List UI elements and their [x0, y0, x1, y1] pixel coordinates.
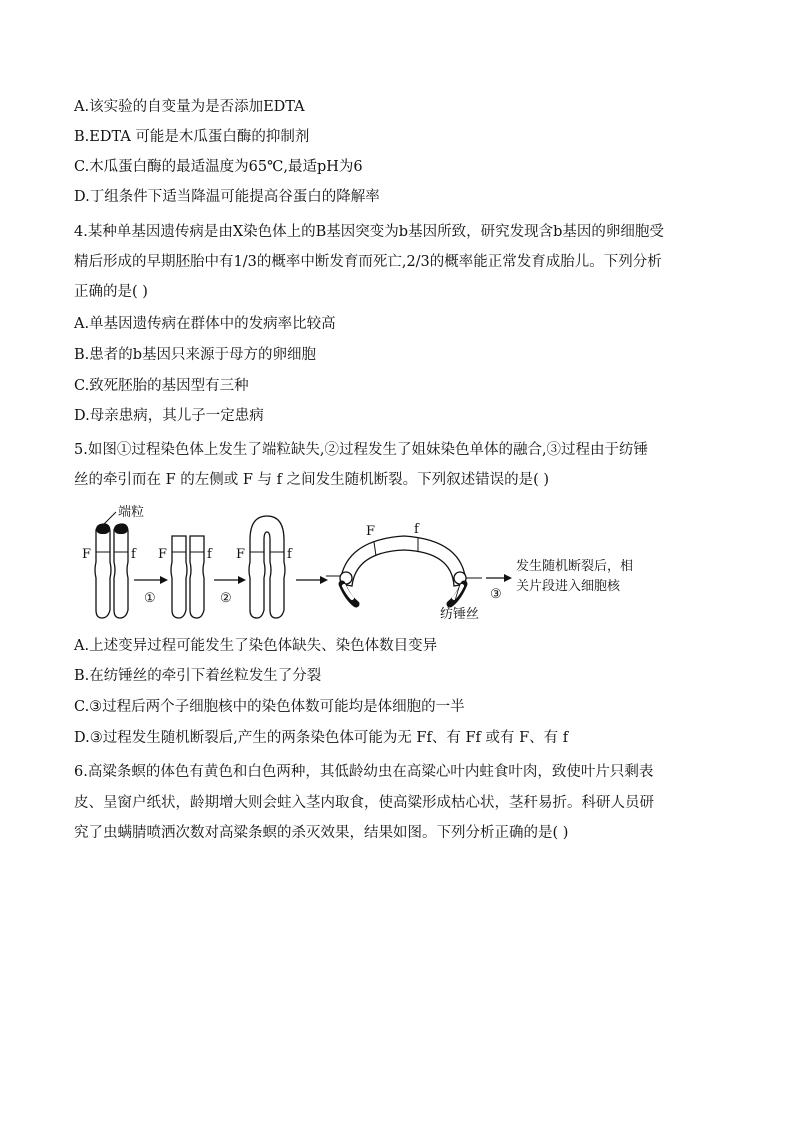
spindle-label: 纺锤丝 [440, 607, 480, 622]
step-3-label: ③ [490, 587, 502, 602]
chromosome-2 [158, 536, 213, 618]
option-5d: D.③过程发生随机断裂后,产生的两条染色体可能为无 Ff、有 Ff 或有 F、有 f [74, 730, 569, 746]
label-f-2: f [207, 547, 212, 562]
option-5a: A.上述变异过程可能发生了染色体缺失、染色体数目变异 [74, 638, 438, 654]
chromosome-diagram [74, 500, 654, 630]
option-3d: D.丁组条件下适当降温可能提高谷蛋白的降解率 [74, 189, 380, 205]
option-3c: C.木瓜蛋白酶的最适温度为65℃,最适pH为6 [74, 159, 363, 175]
question-4-line-2: 精后形成的早期胚胎中有1/3的概率中断发育而死亡,2/3的概率能正常发育成胎儿。下列分析 [74, 254, 662, 270]
option-5c: C.③过程后两个子细胞核中的染色体数可能均是体细胞的一半 [74, 699, 465, 715]
question-4-line-3: 正确的是( ) [74, 284, 148, 300]
label-f-3: f [287, 547, 292, 562]
question-5-line-1: 5.如图①过程染色体上发生了端粒缺失,②过程发生了姐妹染色单体的融合,③过程由于纺锤 [74, 442, 649, 458]
question-5-line-2: 丝的牵引而在 F 的左侧或 F 与 f 之间发生随机断裂。下列叙述错误的是( ) [74, 472, 550, 488]
option-4a: A.单基因遗传病在群体中的发病率比较高 [74, 316, 336, 332]
result-text-2: 关片段进入细胞核 [516, 579, 621, 594]
label-f-bridge: f [414, 522, 419, 537]
question-6-line-2: 皮、呈窗户纸状，龄期增大则会蛀入茎内取食，使高粱形成枯心状，茎秆易折。科研人员研 [74, 795, 654, 811]
chromosome-1 [82, 524, 137, 618]
label-F-2: F [158, 547, 168, 562]
option-4c: C.致死胚胎的基因型有三种 [74, 378, 249, 394]
question-4-line-1: 4.某种单基因遗传病是由X染色体上的B基因突变为b基因所致，研究发现含b基因的卵细胞受 [74, 224, 664, 240]
label-F-bridge: F [366, 524, 376, 539]
option-4b: B.患者的b基因只来源于母方的卵细胞 [74, 347, 317, 363]
chromosome-3 [236, 516, 293, 618]
question-6-line-1: 6.高粱条螟的体色有黄色和白色两种，其低龄幼虫在高粱心叶内蛀食叶肉，致使叶片只剩表 [74, 764, 654, 780]
chromosome-bridge [326, 522, 482, 622]
question-6-line-3: 究了虫螨腈喷洒次数对高粱条螟的杀灭效果，结果如图。下列分析正确的是( ) [74, 825, 569, 841]
option-3a: A.该实验的自变量为是否添加EDTA [74, 99, 305, 115]
step-2-label: ② [220, 591, 232, 606]
option-5b: B.在纺锤丝的牵引下着丝粒发生了分裂 [74, 668, 322, 684]
option-4d: D.母亲患病，其儿子一定患病 [74, 408, 264, 424]
label-f-1: f [131, 547, 136, 562]
option-3b: B.EDTA 可能是木瓜蛋白酶的抑制剂 [74, 129, 310, 145]
label-F-3: F [236, 547, 246, 562]
result-text-1: 发生随机断裂后，相 [516, 559, 634, 574]
step-1-label: ① [144, 591, 156, 606]
telomere-label: 端粒 [118, 505, 145, 520]
label-F-1: F [82, 547, 92, 562]
